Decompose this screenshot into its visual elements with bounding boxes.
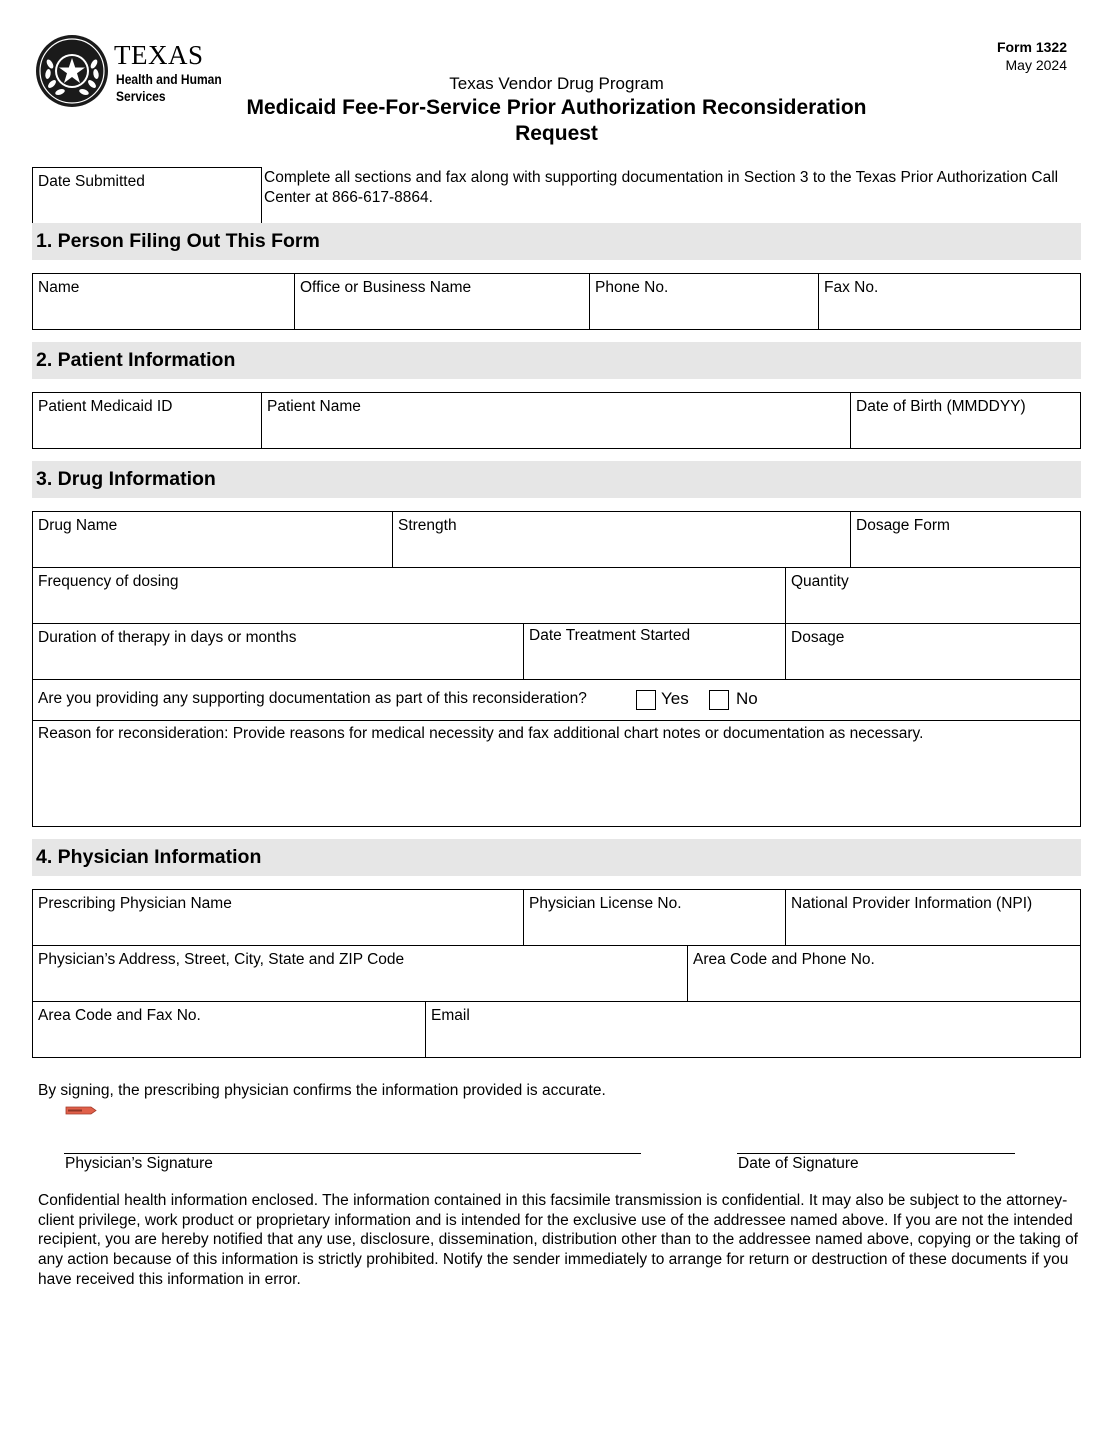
sign-here-flag-icon[interactable] [65,1106,97,1115]
phone-label: Phone No. [595,279,669,296]
section-4-header [32,839,1081,876]
texas-state-seal-icon [35,34,109,108]
dosage-label: Dosage [791,629,845,646]
section-2-title: 2. Patient Information [36,349,236,371]
form-date: May 2024 [1005,57,1067,73]
date-started-input[interactable] [528,653,781,675]
section-4-table [32,889,1081,1058]
address-input[interactable] [37,975,683,997]
frequency-label: Frequency of dosing [38,573,179,590]
email-field[interactable] [425,1001,1080,1057]
frequency-input[interactable] [37,597,781,619]
program-name: Texas Vendor Drug Program [449,74,664,93]
form-number: Form 1322 [996,39,1067,55]
address-label: Physician’s Address, Street, City, State and ZIP Code [38,951,405,968]
signature-statement: By signing, the prescribing physician confirms the information provided is accurate. [38,1082,606,1099]
logo-subtitle-line1: Health and Human [116,71,222,87]
physician-fax-label: Area Code and Fax No. [38,1007,201,1024]
no-checkbox[interactable] [709,690,729,710]
date-submitted-field[interactable] [32,167,262,224]
logo-subtitle-line2: Services [116,88,166,104]
quantity-field[interactable] [785,567,1080,623]
supporting-doc-row [32,679,1080,720]
supporting-doc-question: Are you providing any supporting documentation as part of this reconsideration? [38,690,587,707]
physician-name-field[interactable] [32,889,523,945]
strength-field[interactable] [392,511,850,567]
reason-label: Reason for reconsideration: Provide reasons for medical necessity and fax additional chart notes or documentation as necessary. [38,725,924,742]
office-input[interactable] [299,303,585,325]
fax-input[interactable] [823,303,1076,325]
email-input[interactable] [430,1031,1076,1053]
email-label: Email [431,1007,470,1024]
date-started-field[interactable] [523,623,785,679]
strength-label: Strength [398,517,457,534]
license-field[interactable] [523,889,785,945]
no-label: No [736,689,758,708]
title-line1: Medicaid Fee-For-Service Prior Authorization Reconsideration [246,96,867,119]
section-3-table [32,511,1081,827]
name-input[interactable] [37,303,290,325]
fax-label: Fax No. [824,279,879,296]
physician-phone-input[interactable] [692,975,1076,997]
section-3-header [32,461,1081,498]
reason-field[interactable] [32,720,1080,826]
name-field[interactable] [32,273,294,329]
phone-input[interactable] [594,303,814,325]
medicaid-id-input[interactable] [37,422,257,444]
section-2-header [32,342,1081,379]
physician-name-input[interactable] [37,919,519,941]
dosage-form-input[interactable] [855,541,1076,563]
frequency-field[interactable] [32,567,785,623]
npi-field[interactable] [785,889,1080,945]
drug-name-field[interactable] [32,511,392,567]
yes-label: Yes [661,689,689,708]
physician-fax-field[interactable] [32,1001,425,1057]
section-1-title: 1. Person Filing Out This Form [36,230,320,252]
patient-name-input[interactable] [266,422,846,444]
dob-input[interactable] [855,422,1076,444]
duration-field[interactable] [32,623,523,679]
yes-checkbox[interactable] [636,690,656,710]
reason-textarea[interactable] [37,752,1076,822]
office-field[interactable] [294,273,589,329]
name-label: Name [38,279,80,296]
duration-label: Duration of therapy in days or months [38,629,297,646]
logo-title: TEXAS [114,40,204,70]
section-2-table [32,392,1081,449]
date-signature-line[interactable] [737,1153,1015,1154]
section-4-title: 4. Physician Information [36,846,262,868]
date-started-label: Date Treatment Started [529,627,691,644]
dosage-input[interactable] [790,653,1076,675]
title-line2: Request [515,122,598,145]
medicaid-id-field[interactable] [32,392,261,448]
section-3-title: 3. Drug Information [36,468,216,490]
physician-phone-label: Area Code and Phone No. [693,951,875,968]
confidential-notice: Confidential health information enclosed. The information contained in this facsimile transmission is confidential. It may also be subject to the attorney-client privilege, work product or proprietary information and is intended for the exclusive use of the addressee named above. If you are not the intended recipient, you are hereby notified that any use, disclosure, dissemination, distribution other than to the addressee named above, copying or the taking of any action because of this information is strictly prohibited. Notify the sender immediately to arrange for return or destruction of these documents if you have received this information in error. [38,1192,1078,1288]
license-label: Physician License No. [529,895,682,912]
npi-label: National Provider Information (NPI) [791,895,1033,912]
section-1-header [32,223,1081,260]
physician-phone-field[interactable] [687,945,1080,1001]
patient-name-label: Patient Name [267,398,361,415]
dosage-form-field[interactable] [850,511,1080,567]
strength-input[interactable] [397,541,846,563]
physician-signature-label: Physician’s Signature [65,1155,213,1172]
quantity-input[interactable] [790,597,1076,619]
physician-fax-input[interactable] [37,1031,421,1053]
npi-input[interactable] [790,919,1076,941]
date-submitted-label: Date Submitted [38,173,145,190]
dob-label: Date of Birth (MMDDYY) [856,398,1026,415]
section-1-table [32,273,1081,330]
duration-input[interactable] [37,653,519,675]
fax-field[interactable] [818,273,1080,329]
date-signature-label: Date of Signature [738,1155,859,1172]
drug-name-label: Drug Name [38,517,118,534]
medicaid-id-label: Patient Medicaid ID [38,398,173,415]
phone-field[interactable] [589,273,818,329]
license-input[interactable] [528,919,781,941]
instructions-text: Complete all sections and fax along with supporting documentation in Section 3 to the Texas Prior Authorization Call Center at 866-617-8864. [264,169,1059,206]
patient-name-field[interactable] [261,392,850,448]
physician-signature-line[interactable] [64,1153,641,1154]
address-field[interactable] [32,945,687,1001]
quantity-label: Quantity [791,573,849,590]
physician-name-label: Prescribing Physician Name [38,895,232,912]
dob-field[interactable] [850,392,1080,448]
date-submitted-input[interactable] [37,198,257,220]
drug-name-input[interactable] [37,541,388,563]
dosage-form-label: Dosage Form [856,517,950,534]
dosage-field[interactable] [785,623,1080,679]
page-title [200,95,913,147]
office-label: Office or Business Name [300,279,472,296]
